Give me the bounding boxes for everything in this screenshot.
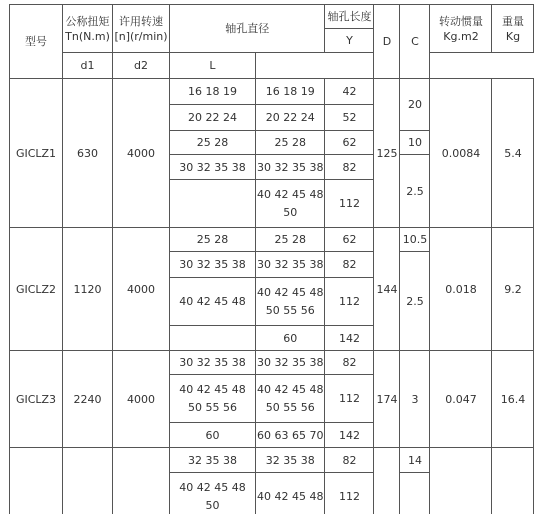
header-C: C: [400, 5, 430, 79]
d1-cell: 25 28: [170, 228, 256, 252]
model-cell: GICLZ1: [10, 79, 63, 228]
C-cell: 20: [400, 79, 430, 131]
header-weight: 重量 Kg: [492, 5, 534, 53]
header-model: 型号: [10, 5, 63, 79]
l-cell: 142: [325, 423, 374, 448]
d2-cell: 20 22 24: [256, 105, 325, 131]
torque-cell: 630: [63, 79, 113, 228]
header-D: D: [374, 5, 400, 79]
weight-cell: 5.4: [492, 79, 534, 228]
C-cell: 2.5: [400, 155, 430, 228]
torque-cell: 2240: [63, 351, 113, 448]
model-cell: GICLZ3: [10, 351, 63, 448]
d1-cell: 30 32 35 38: [170, 155, 256, 180]
C-cell: [400, 473, 430, 514]
inertia-cell: 0.0084: [430, 79, 492, 228]
d2-cell: 32 35 38: [256, 448, 325, 473]
d1-cell: 16 18 19: [170, 79, 256, 105]
d2-cell: 60 63 65 70: [256, 423, 325, 448]
torque-cell: 1120: [63, 228, 113, 351]
l-cell: 82: [325, 252, 374, 278]
l-cell: 112: [325, 180, 374, 228]
d1-cell: 32 35 38: [170, 448, 256, 473]
d1-cell: [170, 180, 256, 228]
d1-cell: 25 28: [170, 131, 256, 155]
l-cell: 62: [325, 228, 374, 252]
header-bore-length: 轴孔长度: [325, 5, 374, 29]
D-cell: [374, 448, 400, 514]
l-cell: 112: [325, 473, 374, 514]
header-torque: 公称扭矩 Tn(N.m): [63, 5, 113, 53]
d1-cell: 40 42 45 48: [170, 278, 256, 326]
d2-cell: 40 42 45 48: [256, 473, 325, 514]
d2-cell: 30 32 35 38: [256, 252, 325, 278]
D-cell: 125: [374, 79, 400, 228]
d1-cell: 20 22 24: [170, 105, 256, 131]
header-inertia: 转动惯量 Kg.m2: [430, 5, 492, 53]
header-d1: d1: [63, 53, 113, 79]
l-cell: 62: [325, 131, 374, 155]
model-cell: [10, 448, 63, 514]
speed-cell: 4000: [113, 228, 170, 351]
d2-cell: 30 32 35 38: [256, 351, 325, 375]
speed-cell: 4000: [113, 351, 170, 448]
header-Y: Y: [325, 29, 374, 53]
torque-cell: [63, 448, 113, 514]
speed-cell: [113, 448, 170, 514]
d1-cell: [170, 326, 256, 351]
C-cell: 10.5: [400, 228, 430, 252]
inertia-cell: [430, 448, 492, 514]
d2-cell: 30 32 35 38: [256, 155, 325, 180]
l-cell: 112: [325, 278, 374, 326]
d1-cell: 30 32 35 38: [170, 351, 256, 375]
d1-cell: 30 32 35 38: [170, 252, 256, 278]
header-L: L: [170, 53, 256, 79]
d1-cell: 60: [170, 423, 256, 448]
l-cell: 112: [325, 375, 374, 423]
l-cell: 142: [325, 326, 374, 351]
d2-cell: 25 28: [256, 131, 325, 155]
weight-cell: [492, 448, 534, 514]
l-cell: 42: [325, 79, 374, 105]
l-cell: 82: [325, 448, 374, 473]
l-cell: 82: [325, 351, 374, 375]
C-cell: 2.5: [400, 252, 430, 351]
inertia-cell: 0.047: [430, 351, 492, 448]
model-cell: GICLZ2: [10, 228, 63, 351]
d2-cell: 40 42 45 48 50 55 56: [256, 375, 325, 423]
header-d2: d2: [113, 53, 170, 79]
d2-cell: 60: [256, 326, 325, 351]
d2-cell: 40 42 45 48 50: [256, 180, 325, 228]
speed-cell: 4000: [113, 79, 170, 228]
D-cell: 174: [374, 351, 400, 448]
l-cell: 82: [325, 155, 374, 180]
C-cell: 10: [400, 131, 430, 155]
D-cell: 144: [374, 228, 400, 351]
weight-cell: 9.2: [492, 228, 534, 351]
d1-cell: 40 42 45 48 50: [170, 473, 256, 514]
d2-cell: 25 28: [256, 228, 325, 252]
d2-cell: 16 18 19: [256, 79, 325, 105]
header-bore-diameter: 轴孔直径: [170, 5, 325, 53]
C-cell: 14: [400, 448, 430, 473]
C-cell: 3: [400, 351, 430, 448]
d2-cell: 40 42 45 48 50 55 56: [256, 278, 325, 326]
d1-cell: 40 42 45 48 50 55 56: [170, 375, 256, 423]
l-cell: 52: [325, 105, 374, 131]
header-speed: 许用转速 [n](r/min): [113, 5, 170, 53]
inertia-cell: 0.018: [430, 228, 492, 351]
coupling-spec-table: [9, 4, 534, 514]
weight-cell: 16.4: [492, 351, 534, 448]
